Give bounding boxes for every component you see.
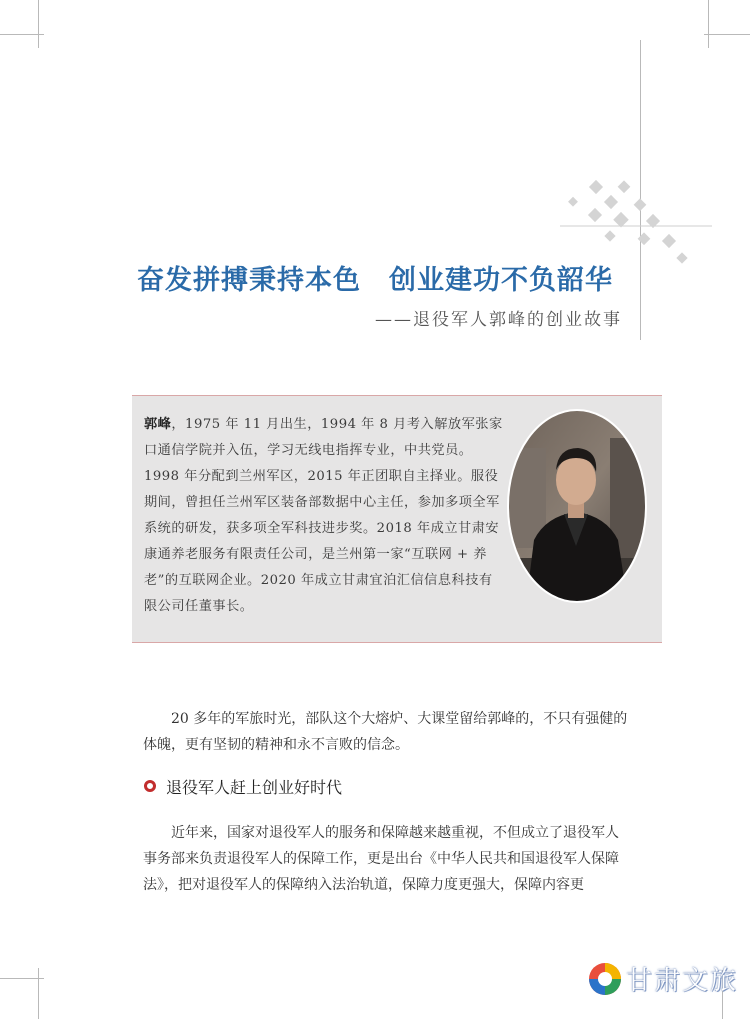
body-paragraph: 近年来，国家对退役军人的服务和保障越来越重视，不但成立了退役军人事务部来负责退役军人的保障工作，更是出台《中华人民共和国退役军人保障法》，把对退役军人的保障纳入法治轨道，保障力度更强大，保障内容更: [143, 825, 619, 893]
profile-name: 郭峰: [144, 417, 172, 432]
portrait-photo: [506, 408, 648, 604]
article-title: 奋发拼搏秉持本色 创业建功不负韶华: [137, 265, 613, 296]
profile-box: [132, 395, 662, 643]
watermark-text: 甘肃文旅: [626, 966, 739, 996]
bullet-circle-icon: [144, 780, 156, 792]
profile-text: [144, 412, 504, 620]
gansu-logo-icon: [588, 962, 622, 996]
decorative-squares: [0, 0, 750, 300]
section-heading: [144, 774, 342, 798]
profile-bio: ，1975 年 11 月出生，1994 年 8 月考入解放军张家口通信学院并入伍，学习无线电指挥专业，中共党员。1998 年分配到兰州军区，2015 年正团职自主择业。服役期间，曾担任兰州军区装备部数据中心主任，参加多项全军系统的研发，获多项全军科技进步奖。2018 年成立甘肃安康通养老服务有限责任公司，是兰州第一家“互联网 + 养老”的互联网企业。2020 年成立甘肃宜泊汇信信息科技有限公司任董事长。: [144, 417, 503, 614]
section-title: 退役军人赶上创业好时代: [166, 777, 343, 797]
crop-mark-bottom-left-v: [38, 968, 39, 1019]
article-subtitle: ——退役军人郭峰的创业故事: [375, 310, 622, 330]
watermark-logo: [588, 960, 738, 997]
intro-paragraph: 20 多年的军旅时光，部队这个大熔炉、大课堂留给郭峰的，不只有强健的体魄，更有坚韧的精神和永不言败的信念。: [143, 711, 628, 753]
